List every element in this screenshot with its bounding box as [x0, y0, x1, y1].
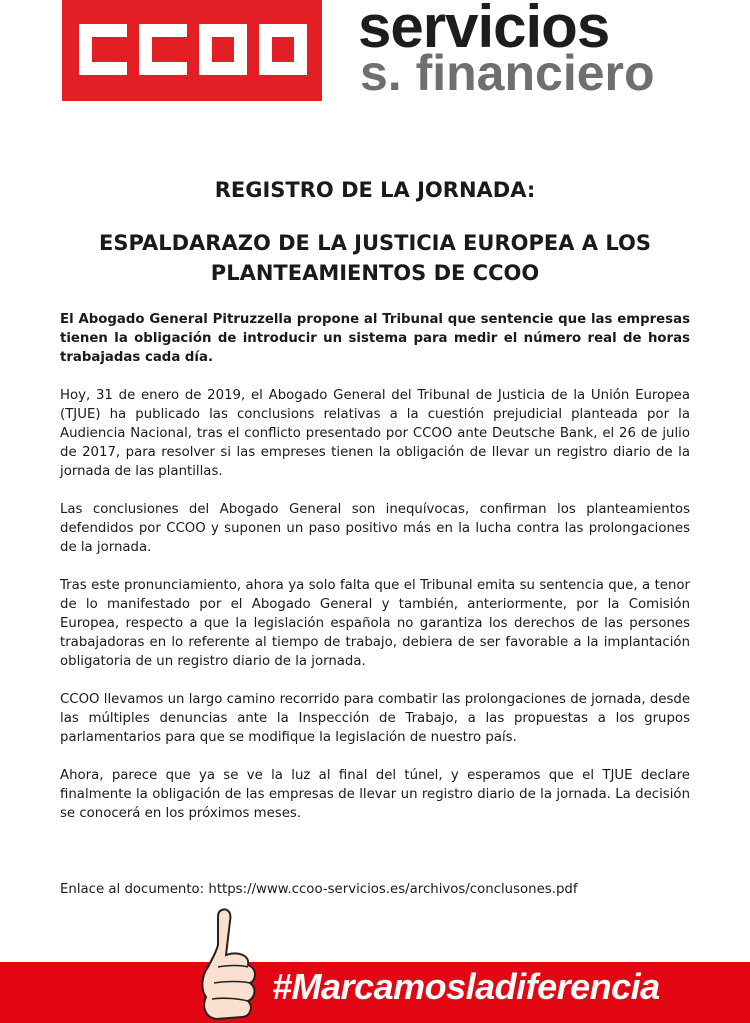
logo-block — [272, 37, 294, 62]
brand-line-1: servicios — [358, 0, 610, 60]
logo-block — [92, 37, 127, 62]
article-body — [60, 310, 690, 918]
document-title: REGISTRO DE LA JORNADA: — [214, 178, 536, 202]
headline-line-2: PLANTEAMIENTOS DE CCOO — [210, 261, 540, 285]
paragraph: Tras este pronunciamiento, ahora ya solo falta que el Tribunal emita su sentencia que, a tenor de lo manifestado por el Abogado General y también, anteriormente, por la Comisión Europea, respecto a que la legislación española no garantiza los derechos de las persones trabajadoras en lo referente al tiempo de trabajo, debiera de ser favorable a la implantación obligatoria de un registro diario de la jornada. — [60, 578, 690, 669]
ccoo-logo — [62, 0, 322, 101]
thumbs-up-icon — [198, 905, 268, 1023]
logo-block — [152, 37, 187, 62]
brand-line-2: s. financiero — [360, 45, 655, 101]
paragraph: Hoy, 31 de enero de 2019, el Abogado General del Tribunal de Justicia de la Unión Europea (TJUE) ha publicado las conclusions relativas a la cuestión prejudicial planteada por la Audiencia Nacional, tras el conflicto presentado por CCOO ante Deutsche Bank, el 26 de julio de 2017, para resolver si las empreses tienen la obligación de llevar un registro diario de la jornada de las plantillas. — [60, 388, 690, 479]
paragraph: Las conclusiones del Abogado General son inequívocas, confirman los planteamientos defendidos por CCOO y suponen un paso positivo más en la lucha contra las prolongaciones de la jornada. — [60, 502, 690, 555]
paragraph: Ahora, parece que ya se ve la luz al final del túnel, y esperamos que el TJUE declare finalmente la obligación de las empresas de llevar un registro diario de la jornada. La decisión se conocerá en los próximos meses. — [60, 768, 690, 821]
document-link[interactable]: Enlace al documento: https://www.ccoo-servicios.es/archivos/conclusones.pdf — [60, 882, 578, 897]
logo-block — [212, 37, 234, 62]
campaign-slogan: #Marcamosladiferencia — [272, 966, 660, 1007]
paragraph: CCOO llevamos un largo camino recorrido para combatir las prolongaciones de jornada, desde las múltiples denuncias ante la Inspección de Trabajo, a las propuestas a los grupos parlamentarios para que se modifique la legislación de nuestro país. — [60, 692, 690, 745]
headline-line-1: ESPALDARAZO DE LA JUSTICIA EUROPEA A LOS — [99, 231, 651, 255]
lead-paragraph: El Abogado General Pitruzzella propone al Tribunal que sentencie que las empresas tienen la obligación de introducir un sistema para medir el número real de horas trabajadas cada día. — [60, 312, 690, 365]
